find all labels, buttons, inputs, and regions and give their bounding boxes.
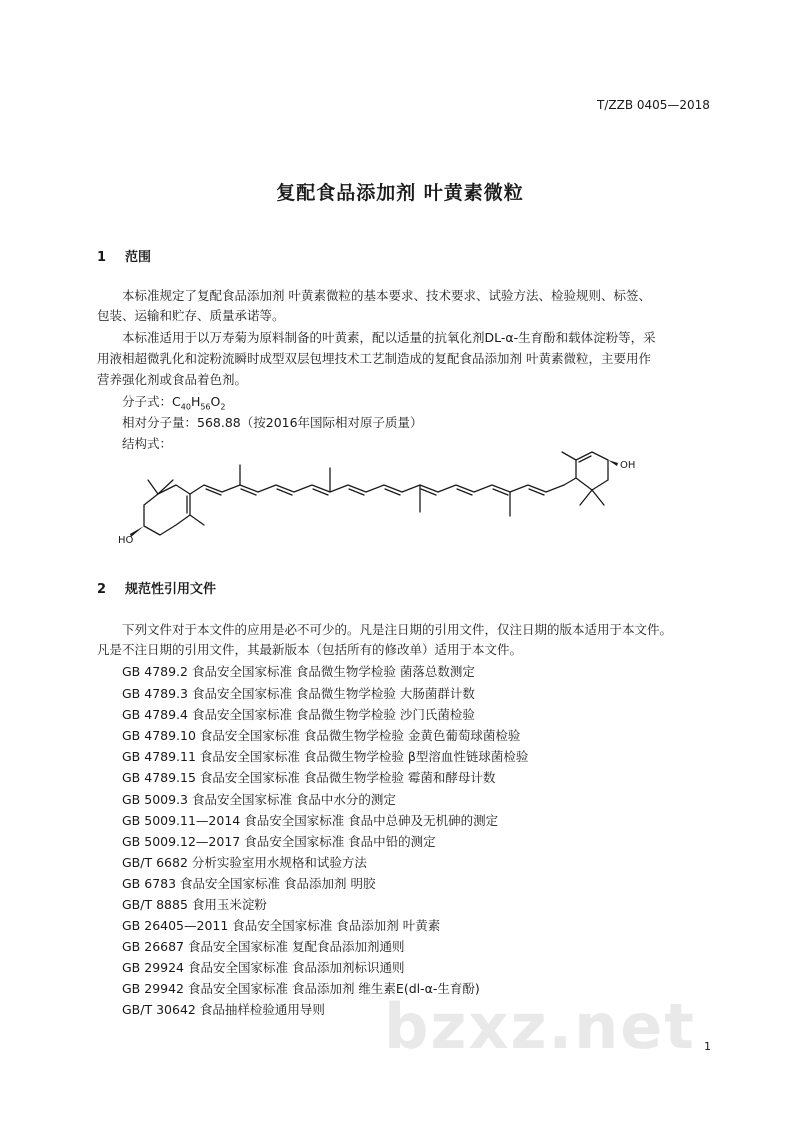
formula-subscript: 2: [220, 402, 226, 412]
left-ring: [144, 485, 190, 535]
document-title: 复配食品添加剂 叶黄素微粒: [276, 182, 524, 204]
reference-item: GB 4789.3 食品安全国家标准 食品微生物学检验 大肠菌群计数: [122, 686, 475, 701]
methyl-bond: [148, 480, 158, 494]
lutein-structure-diagram: [118, 450, 650, 550]
reference-item: GB 4789.15 食品安全国家标准 食品微生物学检验 霉菌和酵母计数: [122, 770, 496, 785]
section-2-title: 规范性引用文件: [125, 582, 217, 597]
reference-item: GB 4789.4 食品安全国家标准 食品微生物学检验 沙门氏菌检验: [122, 707, 475, 722]
formula-element: H: [190, 394, 201, 409]
scope-paragraph-2-line-3: 营养强化剂或食品着色剂。: [97, 372, 248, 387]
reference-item: GB 6783 食品安全国家标准 食品添加剂 明胶: [122, 876, 376, 891]
reference-item: GB 4789.10 食品安全国家标准 食品微生物学检验 金黄色葡萄球菌检验: [122, 728, 521, 743]
reference-item: GB 4789.11 食品安全国家标准 食品微生物学检验 β型溶血性链球菌检验: [122, 749, 529, 764]
standard-code: T/ZZB 0405—2018: [597, 98, 710, 112]
reference-item: GB 29942 食品安全国家标准 食品添加剂 维生素E(dl-α-生育酚): [122, 981, 480, 996]
formula-element: O: [210, 394, 221, 409]
methyl-bond: [190, 515, 204, 525]
reference-item: GB 5009.12—2017 食品安全国家标准 食品中铅的测定: [122, 834, 436, 849]
right-ring: [564, 452, 608, 490]
molecular-mass: 相对分子量：568.88（按2016年国际相对原子质量）: [122, 415, 423, 430]
references-intro-line-1: 下列文件对于本文件的应用是必不可少的。凡是注日期的引用文件，仅注日期的版本适用于本文件。: [122, 622, 673, 637]
reference-item: GB 4789.2 食品安全国家标准 食品微生物学检验 菌落总数测定: [122, 664, 475, 679]
scope-paragraph-2-line-2: 用液相超微乳化和淀粉流瞬时成型双层包埋技术工艺制造成的复配食品添加剂 叶黄素微粒，主要用作: [97, 351, 651, 366]
reference-item: GB 5009.3 食品安全国家标准 食品中水分的测定: [122, 792, 396, 807]
reference-item: GB 26687 食品安全国家标准 复配食品添加剂通则: [122, 939, 405, 954]
left-hydroxyl-label: HO: [118, 535, 134, 546]
scope-paragraph-1-line-1: 本标准规定了复配食品添加剂 叶黄素微粒的基本要求、技术要求、试验方法、检验规则、标签、: [122, 288, 651, 303]
formula-subscript: 40: [180, 402, 191, 412]
formula-label: 分子式：: [122, 394, 173, 409]
chain-double-bond: [206, 489, 221, 495]
methyl-bond: [580, 490, 592, 505]
reference-item: GB/T 8885 食用玉米淀粉: [122, 897, 267, 912]
formula-element: C: [172, 394, 181, 409]
structure-label: 结构式：: [122, 436, 173, 451]
section-2-number: 2: [97, 582, 107, 597]
section-1-title: 范围: [125, 250, 152, 265]
reference-item: GB/T 6682 分析实验室用水规格和试验方法: [122, 855, 367, 870]
reference-item: GB 5009.11—2014 食品安全国家标准 食品中总砷及无机砷的测定: [122, 813, 499, 828]
scope-paragraph-2-line-1: 本标准适用于以万寿菊为原料制备的叶黄素，配以适量的抗氧化剂DL-α-生育酚和载体淀粉等，采: [122, 330, 656, 345]
methyl-bond: [592, 490, 604, 505]
right-oh-wedge: [608, 460, 618, 466]
section-1-number: 1: [97, 250, 107, 265]
scope-paragraph-1-line-2: 包装、运输和贮存、质量承诺等。: [97, 308, 285, 323]
reference-item: GB 26405—2011 食品安全国家标准 食品添加剂 叶黄素: [122, 918, 441, 933]
section-1-heading: [97, 246, 151, 265]
reference-item: GB/T 30642 食品抽样检验通用导则: [122, 1002, 325, 1017]
watermark: bzxz.net: [384, 990, 696, 1063]
section-2-heading: [97, 578, 216, 597]
references-intro-line-2: 凡是不注日期的引用文件，其最新版本（包括所有的修改单）适用于本文件。: [97, 642, 523, 657]
reference-item: GB 29924 食品安全国家标准 食品添加剂标识通则: [122, 960, 405, 975]
page-number: 1: [704, 1040, 711, 1053]
formula-subscript: 56: [200, 402, 211, 412]
right-hydroxyl-label: OH: [620, 460, 636, 471]
methyl-bond: [562, 452, 576, 460]
polyene-chain: [190, 485, 564, 494]
